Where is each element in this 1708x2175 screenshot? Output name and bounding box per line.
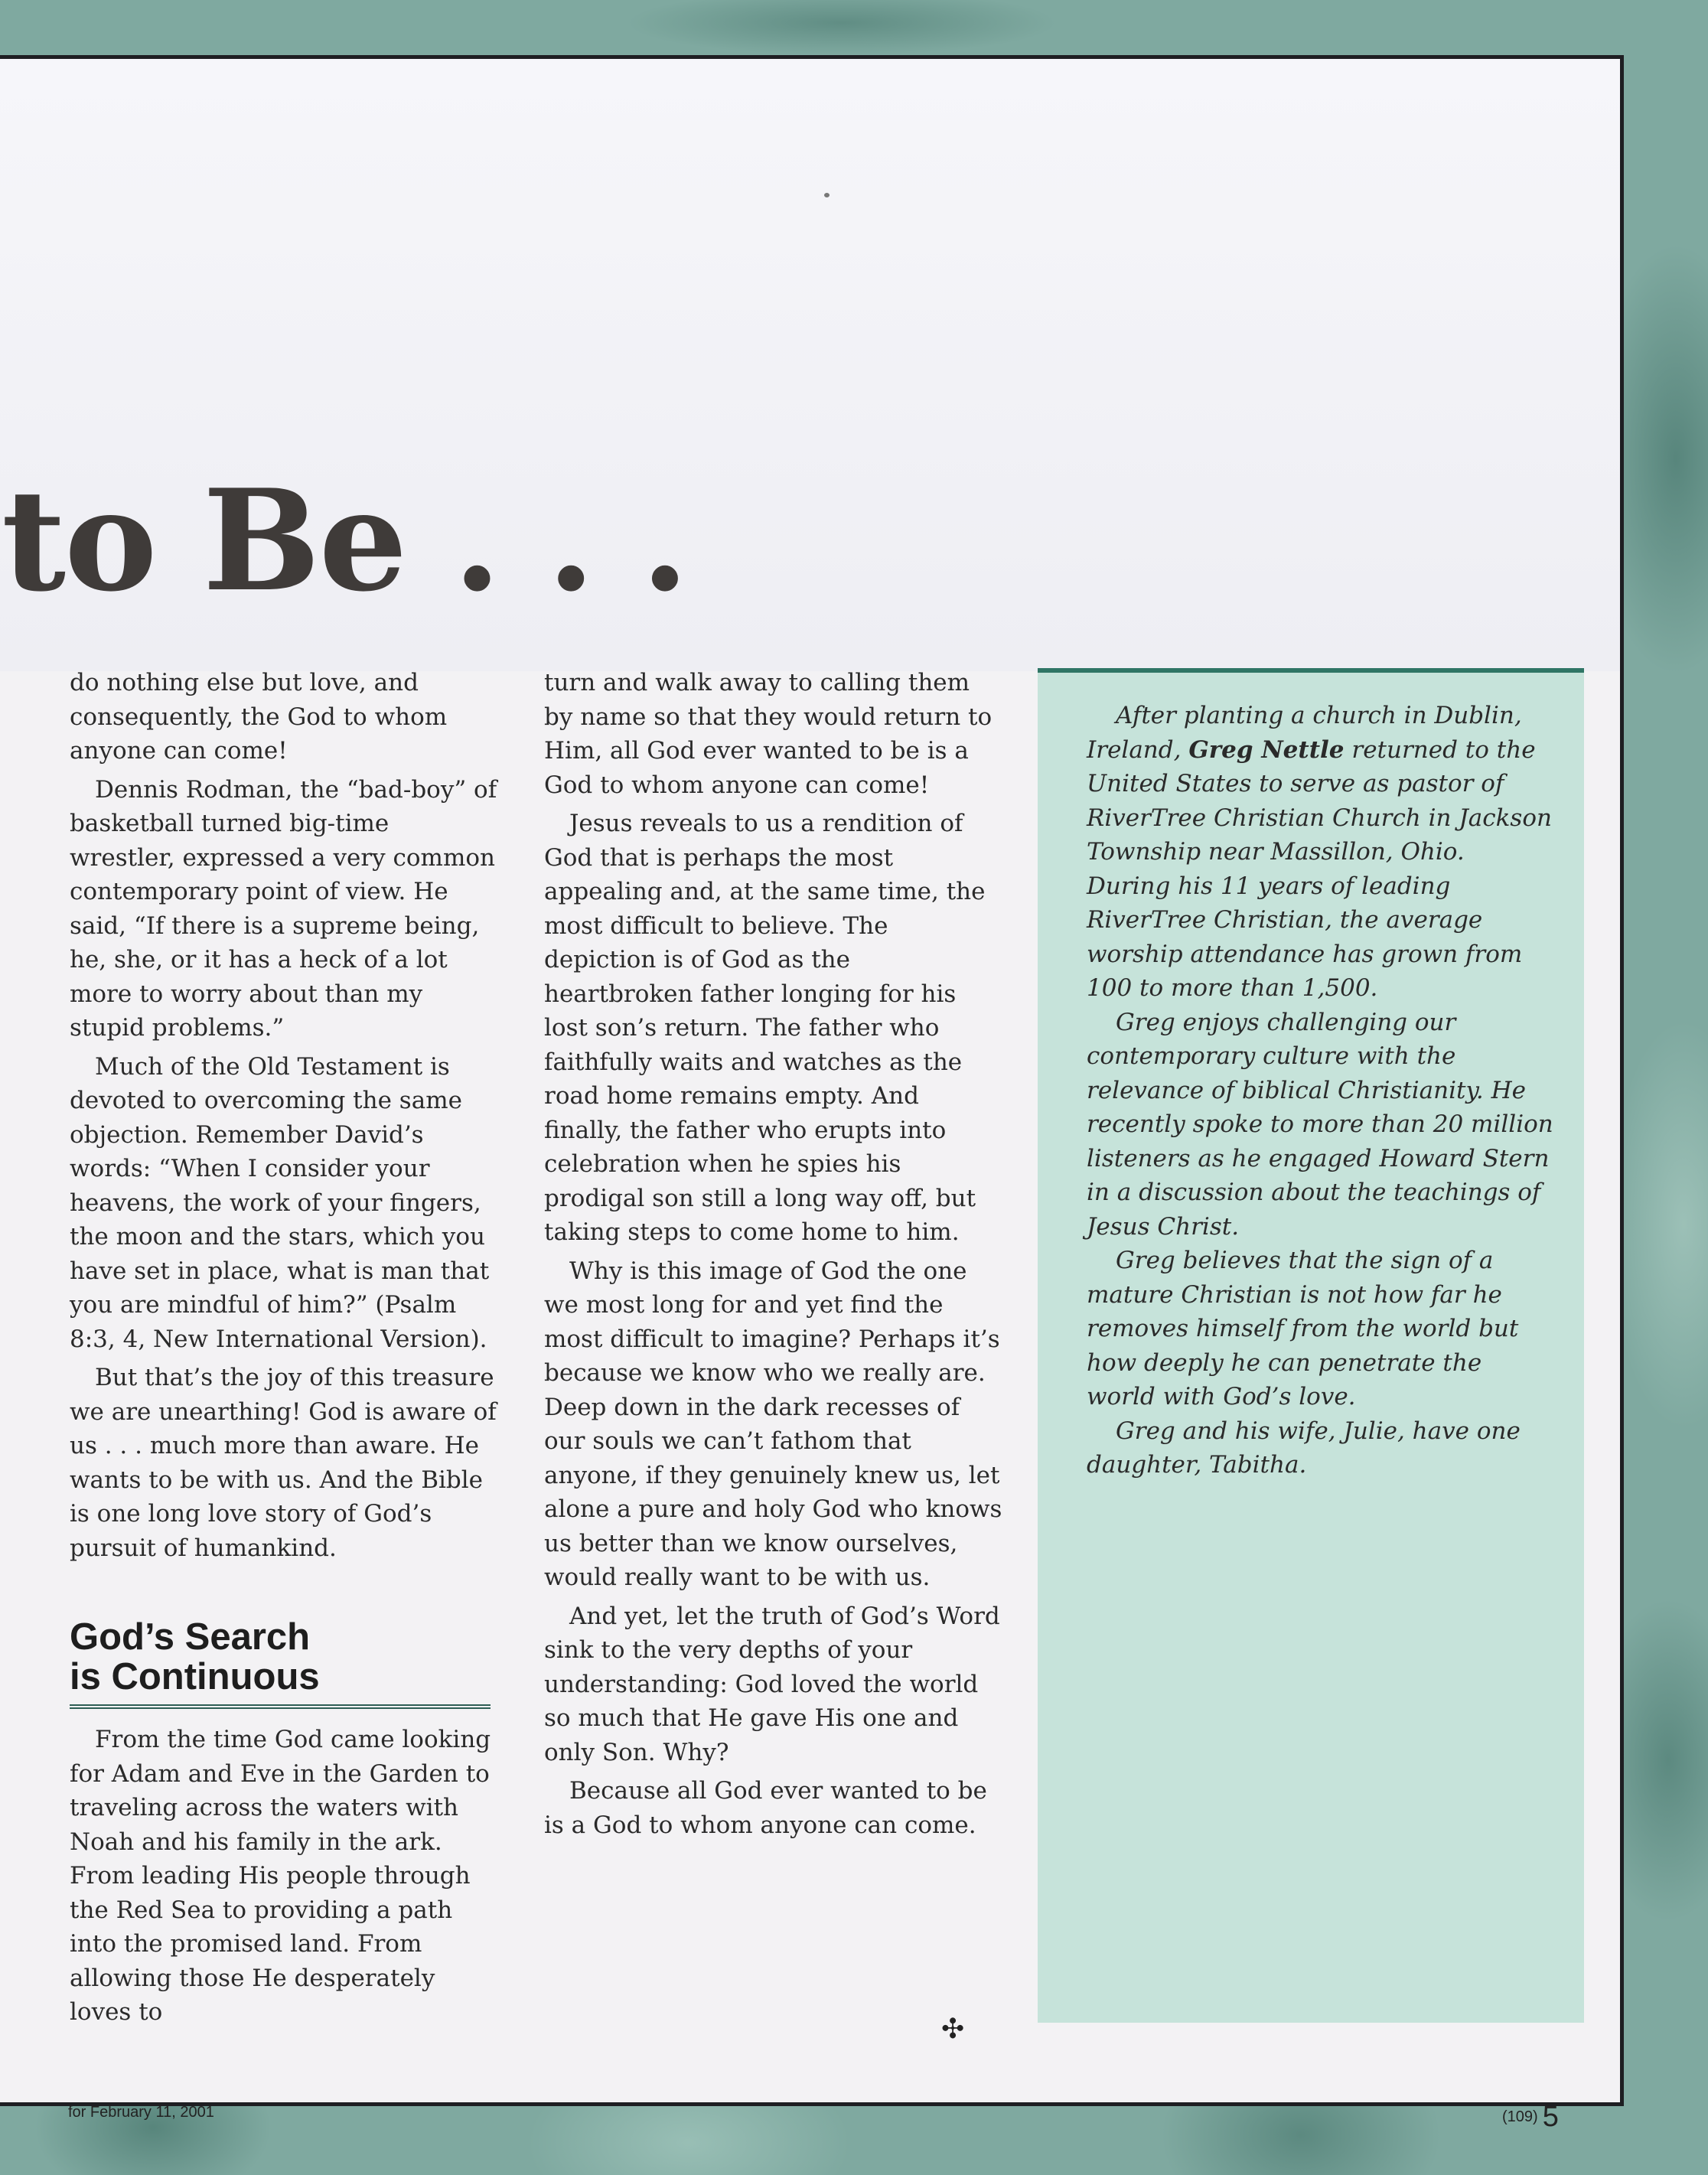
author-bio-text: [1087, 699, 1553, 1482]
article-column-1: [70, 666, 498, 2034]
section-subhead: [70, 1617, 491, 1709]
paragraph: do nothing else but love, and consequently, the God to whom anyone can come!: [70, 669, 448, 765]
bio-paragraph: Greg believes that the sign of a mature Christian is not how far he removes himself from the world but how deeply he can penetrate the world with God’s love.: [1087, 1247, 1519, 1410]
subhead-line: God’s Search: [70, 1616, 311, 1658]
paragraph: Jesus reveals to us a rendition of God that is perhaps the most appealing and, at the same time, the most difficult to believe. The depiction is of God as the heartbroken father longing for his lost son’s return. The father who faithfully waits and watches as the road home remains empty. And finally, the father who erupts into celebration when he spies his prodigal son still a long way off, but taking steps to come home to him.: [544, 810, 986, 1246]
paragraph: Much of the Old Testament is devoted to overcoming the same objection. Remember David’s words: “When I consider your heavens, the work of your fingers, the moon and the stars, which you have set in place, what is man that you are mindful of him?” (Psalm 8:3, 4, New International Version).: [70, 1052, 490, 1353]
article-column-2: [544, 666, 1003, 1847]
bio-paragraph: After planting a church in Dublin, Ireland, Greg Nettle returned to the United States to serve as pastor of RiverTree Christian Church in Jackson Township near Massillon, Ohio. During his 11 years of leading RiverTree Christian, the average worship attendance has grown from 100 to more than 1,500.: [1087, 702, 1552, 1002]
page-number: [1502, 2101, 1559, 2134]
page-number-value: 5: [1542, 2101, 1559, 2133]
paragraph: Dennis Rodman, the “bad-boy” of basketball turned big-time wrestler, expressed a very common contemporary point of view. He said, “If there is a supreme being, he, she, or it has a heck of a lot more to worry about than my stupid problems.”: [70, 775, 497, 1042]
paragraph: Why is this image of God the one we most long for and yet find the most difficult to imagine? Perhaps it’s because we know who we really are. Deep down in the dark recesses of our souls we can’t fathom that anyone, if they genuinely knew us, let alone a pure and holy God who knows us better than we know ourselves, would really want to be with us.: [544, 1257, 1002, 1591]
paragraph: turn and walk away to calling them by name so that they would return to Him, all God ever wanted to be is a God to whom anyone can come!: [544, 669, 993, 799]
bio-paragraph: Greg and his wife, Julie, have one daughter, Tabitha.: [1087, 1417, 1521, 1479]
subhead-line: is Continuous: [70, 1656, 320, 1697]
paragraph: And yet, let the truth of God’s Word sink to the very depths of your understanding: God loved the world so much that He gave His one and only Son. Why?: [544, 1602, 1000, 1766]
bio-paragraph: Greg enjoys challenging our contemporary culture with the relevance of biblical Christianity. He recently spoke to more than 20 million listeners as he engaged Howard Stern in a discussion about the teachings of Jesus Christ.: [1087, 1008, 1553, 1241]
author-bio-sidebar: [1038, 668, 1584, 2023]
ink-speck: [824, 193, 830, 197]
page-code: (109): [1502, 2108, 1538, 2125]
paragraph: Because all God ever wanted to be is a God to whom anyone can come.: [544, 1777, 987, 1839]
headline: to Be . . .: [2, 458, 688, 622]
end-mark-icon: ✣: [941, 2014, 965, 2045]
magazine-page: [0, 55, 1624, 2133]
paragraph: From the time God came looking for Adam and Eve in the Garden to traveling across the waters with Noah and his family in the ark. From leading His people through the Red Sea to providing a path into the promised land. From allowing those He desperately loves to: [70, 1726, 491, 2026]
paragraph: But that’s the joy of this treasure we are unearthing! God is aware of us . . . much more than aware. He wants to be with us. And the Bible is one long love story of God’s pursuit of humankind.: [70, 1364, 497, 1562]
author-name: Greg Nettle: [1188, 735, 1345, 764]
issue-date: for February 11, 2001: [68, 2104, 214, 2121]
